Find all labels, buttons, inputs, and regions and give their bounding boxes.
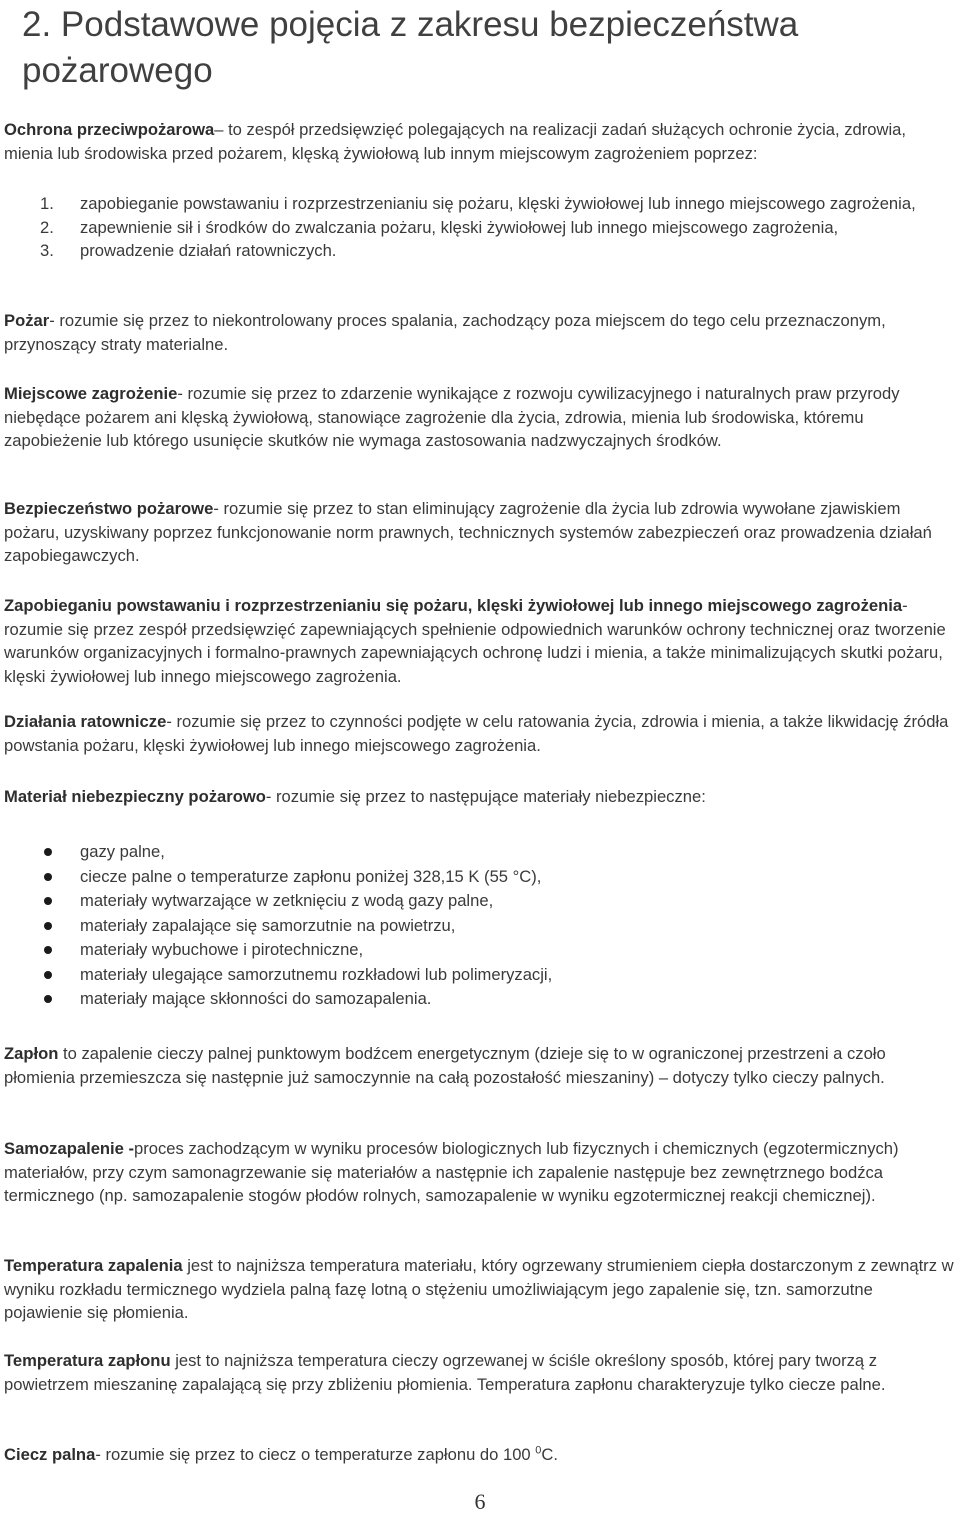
- definition-miejscowe-zagrozenie: [4, 382, 954, 453]
- definition-material: [4, 785, 954, 809]
- definition-temperatura-zapalenia: [4, 1254, 954, 1325]
- item-text: materiały ulegające samorzutnemu rozkładowi lub polimeryzacji,: [80, 964, 553, 984]
- definition-text: - rozumie się przez to ciecz o temperaturze zapłonu do 100: [95, 1445, 536, 1464]
- definition-ochrona: [4, 118, 954, 165]
- item-text: zapobieganie powstawaniu i rozprzestrzenianiu się pożaru, klęski żywiołowej lub innego miejscowego zagrożenia,: [80, 194, 916, 213]
- term: Pożar: [4, 311, 50, 330]
- item-text: materiały wytwarzające w zetknięciu z wodą gazy palne,: [80, 891, 494, 910]
- list-item: [4, 914, 954, 939]
- list-item: [4, 987, 954, 1012]
- definition-zaplon: [4, 1042, 954, 1089]
- definition-text: - rozumie się przez to niekontrolowany proces spalania, zachodzący poza miejscem do tego celu przeznaczonym, przynoszący straty materialne.: [4, 311, 886, 354]
- numbered-list: [4, 192, 954, 263]
- term: Miejscowe zagrożenie: [4, 384, 178, 403]
- definition-text: to zapalenie cieczy palnej punktowym bodźcem energetycznym (dzieje się to w ograniczonej przestrzeni a czoło płomienia przemieszcza się następnie już samoczynnie na całą pozostałość mieszaniny) – dotyczy tylko cieczy palnych.: [4, 1044, 886, 1087]
- definition-text: - rozumie się przez zespół przedsięwzięć zapewniających spełnienie odpowiednich warunków ochrony technicznej oraz tworzenie warunków organizacyjnych i formalno-prawnych zapewniających ochronę ludzi i mienia, a także minimalizujących skutki pożaru, klęski żywiołowej lub innego miejscowego zagrożenia.: [4, 596, 946, 686]
- term: Ciecz palna: [4, 1445, 96, 1464]
- term: Działania ratownicze: [4, 712, 167, 731]
- definition-text: – to zespół przedsięwzięć polegających na realizacji zadań służących ochronie życia, zdrowia, mienia lub środowiska przed pożarem, klęską żywiołową lub innym miejscowym zagrożeniem poprzez:: [4, 120, 906, 163]
- item-text: ciecze palne o temperaturze zapłonu poniżej 328,15 K (55 °C),: [80, 866, 542, 886]
- definition-zapobieganie: [4, 594, 954, 688]
- list-item: [4, 840, 954, 865]
- bullet-icon: [44, 995, 52, 1003]
- bullet-icon: [44, 946, 52, 954]
- bullet-icon: [44, 922, 52, 930]
- list-item: [4, 239, 954, 263]
- page-number: 6: [474, 1489, 486, 1514]
- term: Zapobieganiu powstawaniu i rozprzestrzenianiu się pożaru, klęski żywiołowej lub innego miejscowego zagrożenia: [4, 596, 903, 615]
- list-item: [4, 192, 954, 216]
- unit: C.: [541, 1445, 558, 1464]
- item-text: materiały wybuchowe i pirotechniczne,: [80, 940, 364, 959]
- term: Ochrona przeciwpożarowa: [4, 120, 215, 139]
- page-title: 2. Podstawowe pojęcia z zakresu bezpieczeństwa pożarowego: [22, 5, 799, 90]
- item-number: 2.: [40, 217, 54, 237]
- term: Temperatura zapalenia: [4, 1256, 183, 1275]
- item-number: 1.: [40, 194, 54, 213]
- term: Materiał niebezpieczny pożarowo: [4, 787, 266, 806]
- definition-dzialania: [4, 710, 954, 757]
- bullet-icon: [44, 848, 52, 856]
- list-item: [4, 938, 954, 963]
- superscript: 0: [535, 1444, 542, 1457]
- definition-text: - rozumie się przez to następujące materiały niebezpieczne:: [265, 787, 706, 806]
- list-item: [4, 865, 954, 890]
- definition-text: - rozumie się przez to zdarzenie wynikające z rozwoju cywilizacyjnego i naturalnych praw przyrody niebędące pożarem ani klęską żywiołową, stanowiące zagrożenie dla życia, zdrowia, mienia lub środowiska, któremu zapobieżenie lub którego usunięcie skutków nie wymaga zastosowania nadzwyczajnych środków.: [4, 384, 900, 451]
- bullet-icon: [44, 971, 52, 979]
- bullet-list: [4, 840, 954, 1012]
- term: Zapłon: [4, 1044, 59, 1063]
- list-item: [4, 889, 954, 914]
- bullet-icon: [44, 897, 52, 905]
- list-item: [4, 216, 954, 240]
- definition-ciecz-palna: [4, 1443, 954, 1467]
- definition-temperatura-zaplonu: [4, 1349, 954, 1396]
- definition-text: proces zachodzącym w wyniku procesów biologicznych lub fizycznych i chemicznych (egzotermicznych) materiałów, przy czym samonagrzewanie się materiałów a następnie ich zapalenie następuje bez zewnętrznego bodźca termicznego (np. samozapalenie stogów płodów rolnych, samozapalenie w wyniku egzotermicznej reakcji chemicznej).: [4, 1139, 899, 1206]
- item-text: materiały zapalające się samorzutnie na powietrzu,: [80, 915, 456, 935]
- item-text: materiały mające skłonności do samozapalenia.: [80, 989, 432, 1008]
- definition-samozapalenie: [4, 1137, 954, 1208]
- definition-text: - rozumie się przez to stan eliminujący zagrożenie dla życia lub zdrowia wywołane zjawiskiem pożaru, uzyskiwany poprzez funkcjonowanie norm prawnych, technicznych systemów zabezpieczeń oraz prowadzenia działań zapobiegawczych.: [4, 499, 932, 566]
- definition-bezpieczenstwo: [4, 497, 954, 568]
- definition-text: - rozumie się przez to czynności podjęte w celu ratowania życia, zdrowia i mienia, a także likwidację źródła powstania pożaru, klęski żywiołowej lub innego miejscowego zagrożenia.: [4, 712, 949, 755]
- item-text: zapewnienie sił i środków do zwalczania pożaru, klęski żywiołowej lub innego miejscowego zagrożenia,: [80, 217, 839, 237]
- bullet-icon: [44, 873, 52, 881]
- term: Temperatura zapłonu: [4, 1351, 171, 1370]
- list-item: [4, 963, 954, 988]
- definition-text: jest to najniższa temperatura cieczy ogrzewanej w ściśle określony sposób, której pary tworzą z powietrzem mieszaninę zapalającą się przy zbliżeniu płomienia. Temperatura zapłonu charakteryzuje tylko ciecze palne.: [4, 1351, 886, 1394]
- term: Bezpieczeństwo pożarowe: [4, 499, 214, 518]
- definition-text: jest to najniższa temperatura materiału, który ogrzewany strumieniem ciepła dostarczonym z zewnątrz w wyniku rozkładu termicznego wydziela palną fazę lotną o stężeniu umożliwiającym jego zapalenie się, tzn. samorzutne pojawienie się płomienia.: [4, 1256, 954, 1323]
- item-text: gazy palne,: [80, 842, 165, 861]
- term: Samozapalenie -: [4, 1139, 135, 1158]
- item-text: prowadzenie działań ratowniczych.: [80, 241, 337, 261]
- item-number: 3.: [40, 241, 54, 261]
- definition-pozar: [4, 309, 954, 356]
